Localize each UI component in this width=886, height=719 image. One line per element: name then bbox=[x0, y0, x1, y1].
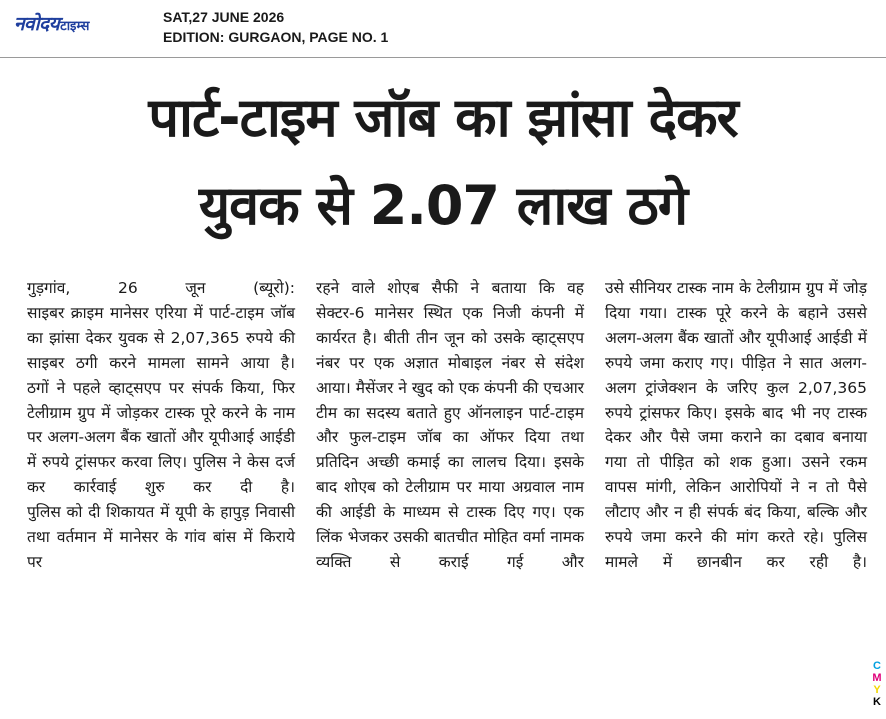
newspaper-logo bbox=[14, 10, 89, 34]
masthead bbox=[0, 0, 886, 52]
cmyk-c: C bbox=[873, 660, 881, 672]
cmyk-k: K bbox=[873, 696, 881, 708]
column-1-paragraph-3: पुलिस को दी शिकायत में यूपी के हापुड़ निवासी तथा वर्तमान में मानेसर के गांव बांस में किराये पर bbox=[27, 503, 295, 571]
header-divider bbox=[0, 57, 886, 58]
headline-line-1: पार्ट-टाइम जॉब का झांसा देकर bbox=[148, 86, 738, 149]
article-column-2 bbox=[316, 276, 584, 575]
edition-page: EDITION: GURGAON, PAGE NO. 1 bbox=[163, 29, 389, 45]
column-1-paragraph-2: ठगों ने पहले व्हाट्सएप पर संपर्क किया, फिर टेलीग्राम ग्रुप में जोड़कर टास्क पूरे करने के नाम पर अलग-अलग बैंक खातों और यूपीआई आईडी में रुपये ट्रांसफर करवा लिए। पुलिस ने केस दर्ज कर कार्रवाई शुरु कर दी है। bbox=[27, 378, 295, 497]
cmyk-m: M bbox=[872, 672, 882, 684]
logo-sub-text: टाइम्स bbox=[60, 19, 90, 34]
cmyk-y: Y bbox=[873, 684, 881, 696]
article-headline bbox=[8, 74, 878, 250]
cmyk-print-mark bbox=[870, 660, 884, 708]
article-column-3 bbox=[605, 276, 867, 575]
publication-date: SAT,27 JUNE 2026 bbox=[163, 9, 285, 25]
edition-info bbox=[163, 7, 388, 47]
column-3-text: उसे सीनियर टास्क नाम के टेलीग्राम ग्रुप में जोड़ दिया गया। टास्क पूरे करने के बहाने उससे अलग-अलग बैंक खातों और यूपीआई आईडी में रुपये जमा कराए गए। पीड़ित ने सात अलग-अलग ट्रांजेक्शन के जरिए कुल 2,07,365 रुपये ट्रांसफर किए। इसके बाद भी नए टास्क देकर और पैसे जमा कराने का दबाव बनाया गया तो पीड़ित को शक हुआ। उसने रकम वापस मांगी, लेकिन आरोपियों ने न तो पैसे लौटाए और न ही संपर्क बंद किया, बल्कि और रुपये जमा करने की मांग करते रहे। पुलिस मामले में छानबीन कर रही है। bbox=[605, 279, 867, 571]
dateline: गुड़गांव, 26 जून (ब्यूरो): bbox=[27, 279, 295, 297]
article-column-1 bbox=[27, 276, 295, 575]
column-1-paragraph-1: साइबर क्राइम मानेसर एरिया में पार्ट-टाइम जॉब का झांसा देकर युवक से 2,07,365 रुपये की साइबर ठगी करने मामला सामने आया है। bbox=[27, 303, 295, 372]
column-2-text: रहने वाले शोएब सैफी ने बताया कि वह सेक्टर-6 मानेसर स्थित एक निजी कंपनी में कार्यरत है। बीती तीन जून को उसके व्हाट्सएप नंबर पर एक अज्ञात मोबाइल नंबर से संदेश आया। मैसेंजर ने खुद को एक कंपनी की एचआर टीम का सदस्य बताते हुए ऑनलाइन पार्ट-टाइम और फुल-टाइम जॉब का ऑफर दिया तथा प्रतिदिन अच्छी कमाई का लालच दिया। इसके बाद शोएब को टेलीग्राम पर माया अग्रवाल नाम की आईडी के माध्यम से टास्क दिए गए। एक लिंक भेजकर उसकी बातचीत मोहित वर्मा नामक व्यक्ति से कराई गई और bbox=[316, 279, 584, 571]
logo-main-text: नवोदय bbox=[14, 13, 60, 35]
headline-line-2: युवक से 2.07 लाख ठगे bbox=[198, 174, 688, 237]
